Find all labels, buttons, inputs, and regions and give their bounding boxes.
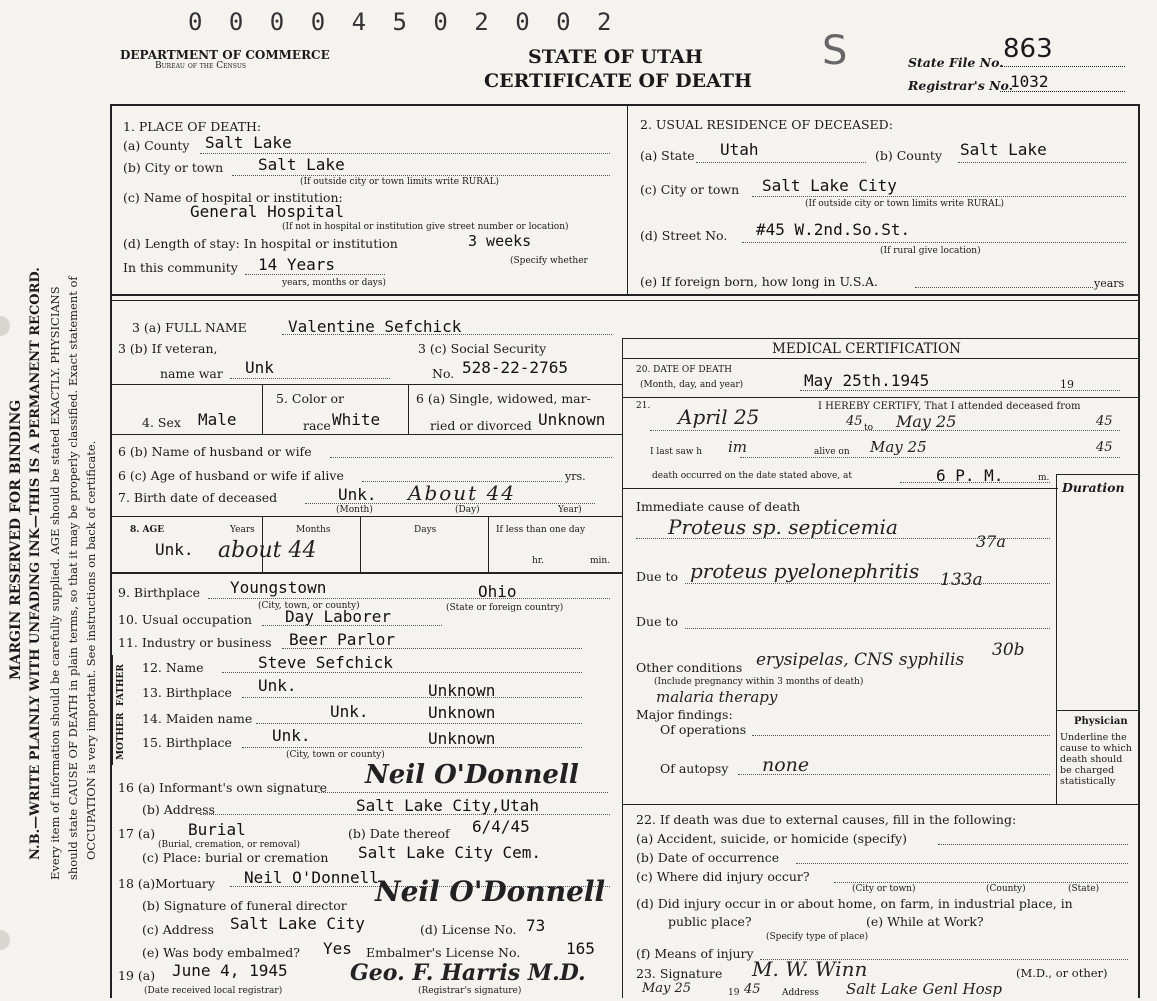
burial-value: Burial bbox=[188, 820, 246, 839]
father-side-label: FATHER bbox=[116, 664, 126, 706]
age-days-label: Days bbox=[414, 525, 437, 535]
burial-label: 17 (a) bbox=[118, 826, 156, 841]
mother-birthplace-value: Unk. bbox=[272, 726, 311, 745]
margin-ink-note: N.B.—WRITE PLAINLY WITH UNFADING INK—THIS IS A PERMANENT RECORD. bbox=[28, 267, 43, 860]
community-label: In this community bbox=[123, 260, 238, 275]
funeral-director-signature: Neil O'Donnell bbox=[375, 875, 606, 908]
ymd-note: years, months or days) bbox=[282, 278, 386, 288]
certify-number: 21. bbox=[636, 401, 651, 411]
social-security-value: 528-22-2765 bbox=[462, 358, 568, 377]
margin-instruction-3: OCCUPATION is very important. See instructions on back of certificate. bbox=[84, 440, 98, 860]
marital-label-2: ried or divorced bbox=[430, 418, 532, 433]
autopsy-label: Of autopsy bbox=[660, 761, 729, 776]
informant-address-label: (b) Address bbox=[142, 802, 215, 817]
maiden-name-second: Unknown bbox=[428, 703, 496, 722]
death-city-label: (b) City or town bbox=[123, 160, 224, 175]
marital-value: Unknown bbox=[538, 410, 606, 429]
signature-year: 45 bbox=[744, 982, 761, 997]
place-of-death-heading: 1. PLACE OF DEATH: bbox=[123, 119, 262, 134]
external-county-note: (County) bbox=[986, 884, 1026, 894]
margin-binding-note: MARGIN RESERVED FOR BINDING bbox=[8, 399, 24, 680]
attended-to: May 25 bbox=[896, 412, 957, 431]
immediate-cause-value: Proteus sp. septicemia bbox=[668, 515, 898, 539]
residence-city-value: Salt Lake City bbox=[762, 176, 897, 195]
hospital-note: (If not in hospital or institution give street number or location) bbox=[282, 222, 569, 232]
age-label: 8. AGE bbox=[130, 525, 165, 535]
external-c-label: (c) Where did injury occur? bbox=[636, 869, 810, 884]
father-name-label: 12. Name bbox=[142, 660, 204, 675]
registrar-number: 1032 bbox=[1010, 72, 1049, 91]
social-security-no-label: No. bbox=[432, 366, 455, 381]
death-county-value: Salt Lake bbox=[205, 133, 292, 152]
date-of-death-value: May 25th.1945 bbox=[804, 371, 930, 390]
margin-instruction-2: should state CAUSE OF DEATH in plain terms, so that it may be properly classified. Exact statement of bbox=[66, 276, 80, 880]
attended-from-year: 45 bbox=[846, 414, 863, 429]
birth-month-note: (Month) bbox=[336, 505, 373, 515]
birthplace-city-note: (City, town, or county) bbox=[258, 601, 360, 611]
embalmed-label: (e) Was body embalmed? bbox=[142, 945, 300, 960]
funeral-director-label: (b) Signature of funeral director bbox=[142, 898, 347, 913]
dod-century-label: 19 bbox=[1060, 378, 1074, 391]
physician-md-label: (M.D., or other) bbox=[1016, 966, 1108, 980]
community-value: 14 Years bbox=[258, 255, 336, 274]
classification-stamp: S bbox=[822, 28, 848, 74]
external-b-label: (b) Date of occurrence bbox=[636, 850, 780, 865]
street-note: (If rural give location) bbox=[880, 246, 981, 256]
informant-signature: Neil O'Donnell bbox=[365, 760, 579, 790]
due-to-2-label: Due to bbox=[636, 614, 678, 629]
race-label: race bbox=[303, 418, 331, 433]
residence-state-label: (a) State bbox=[640, 148, 695, 163]
operations-label: Of operations bbox=[660, 722, 747, 737]
war-label: name war bbox=[160, 366, 223, 381]
residence-county-value: Salt Lake bbox=[960, 140, 1047, 159]
mortuary-label: 18 (a)Mortuary bbox=[118, 876, 215, 891]
external-causes-heading: 22. If death was due to external causes, fill in the following: bbox=[636, 812, 1017, 827]
alive-on-value: May 25 bbox=[870, 438, 927, 456]
filed-date-label: 19 (a) bbox=[118, 968, 156, 983]
spouse-age-label: 6 (c) Age of husband or wife if alive bbox=[118, 468, 344, 483]
birthplace-state: Ohio bbox=[478, 582, 517, 601]
external-f-label: (f) Means of injury bbox=[636, 946, 754, 961]
hospital-label: (c) Name of hospital or institution: bbox=[123, 190, 343, 205]
specify-note: (Specify whether bbox=[510, 256, 588, 266]
burial-date-label: (b) Date thereof bbox=[348, 826, 450, 841]
signature-date: May 25 bbox=[642, 981, 692, 996]
mortuary-address-value: Salt Lake City bbox=[230, 914, 365, 933]
other-conditions-value: erysipelas, CNS syphilis bbox=[756, 650, 965, 670]
attended-to-year: 45 bbox=[1096, 414, 1113, 429]
death-occurred-label: death occurred on the date stated above, at bbox=[652, 471, 853, 481]
burial-place-label: (c) Place: burial or cremation bbox=[142, 850, 329, 865]
burial-date-value: 6/4/45 bbox=[472, 817, 530, 836]
last-saw-label: I last saw h bbox=[650, 447, 703, 457]
binding-hole bbox=[0, 316, 10, 336]
immediate-cause-label: Immediate cause of death bbox=[636, 499, 801, 514]
street-value: #45 W.2nd.So.St. bbox=[756, 220, 911, 239]
mother-birthplace-label: 15. Birthplace bbox=[142, 735, 232, 750]
due-to-1-value: proteus pyelonephritis bbox=[690, 559, 920, 583]
margin-instruction-1: Every item of information should be carefully supplied. AGE should be stated EXACTLY. PHYSICIANS bbox=[48, 286, 62, 880]
physician-box-title: Physician bbox=[1074, 716, 1128, 727]
signature-century: 19 bbox=[728, 988, 740, 998]
death-city-note: (If outside city or town limits write RURAL) bbox=[300, 177, 500, 187]
sex-value: Male bbox=[198, 410, 237, 429]
residence-county-label: (b) County bbox=[875, 148, 943, 163]
filed-date-note: (Date received local registrar) bbox=[144, 986, 283, 996]
father-birthplace-state: Unknown bbox=[428, 681, 496, 700]
birth-date-typed: Unk. bbox=[338, 485, 377, 504]
father-birthplace-label: 13. Birthplace bbox=[142, 685, 232, 700]
alive-on-year: 45 bbox=[1096, 440, 1113, 455]
external-city-note: (City or town) bbox=[852, 884, 916, 894]
mortuary-address-label: (c) Address bbox=[142, 922, 214, 937]
full-name-value: Valentine Sefchick bbox=[288, 317, 462, 336]
marital-label-1: 6 (a) Single, widowed, mar- bbox=[416, 391, 591, 406]
alive-on-label: alive on bbox=[814, 447, 850, 457]
due-to-1-label: Due to bbox=[636, 569, 678, 584]
physician-signature-label: 23. Signature bbox=[636, 966, 723, 981]
hospital-value: General Hospital bbox=[190, 202, 345, 221]
last-saw-value: im bbox=[728, 438, 748, 456]
mother-side-label: MOTHER bbox=[116, 712, 126, 760]
birthplace-label: 9. Birthplace bbox=[118, 585, 200, 600]
registrar-number-label: Registrar's No. bbox=[908, 78, 1014, 93]
occupation-label: 10. Usual occupation bbox=[118, 612, 252, 627]
major-findings-label: Major findings: bbox=[636, 707, 733, 722]
external-d-label: (d) Did injury occur in or about home, on farm, in industrial place, in bbox=[636, 896, 1073, 911]
external-d2-label: public place? bbox=[668, 914, 752, 929]
race-value: White bbox=[332, 410, 381, 429]
birth-day-note: (Day) bbox=[455, 505, 480, 515]
medical-heading: MEDICAL CERTIFICATION bbox=[772, 341, 961, 357]
other-conditions-note: (Include pregnancy within 3 months of death) bbox=[654, 677, 864, 687]
mother-birthplace-state: Unknown bbox=[428, 729, 496, 748]
age-min-label: min. bbox=[590, 556, 611, 566]
birth-year-note: Year) bbox=[558, 505, 582, 515]
veteran-label: 3 (b) If veteran, bbox=[118, 341, 218, 356]
bureau-label: Bureau of the Census bbox=[155, 61, 247, 71]
state-file-number: 863 bbox=[1003, 34, 1053, 64]
date-of-death-label: 20. DATE OF DEATH bbox=[636, 365, 732, 375]
embalmer-license-value: 165 bbox=[566, 939, 595, 958]
mortuary-value: Neil O'Donnell bbox=[244, 868, 379, 887]
other-conditions-label: Other conditions bbox=[636, 660, 743, 675]
physician-address-value: Salt Lake Genl Hosp bbox=[846, 980, 1002, 998]
department-label: DEPARTMENT OF COMMERCE bbox=[120, 48, 330, 62]
birth-date-label: 7. Birth date of deceased bbox=[118, 490, 278, 505]
residence-city-label: (c) City or town bbox=[640, 182, 740, 197]
attended-to-label: to bbox=[864, 423, 874, 433]
external-a-label: (a) Accident, suicide, or homicide (specify) bbox=[636, 831, 907, 846]
burial-note: (Burial, cremation, or removal) bbox=[158, 840, 301, 850]
residence-state-value: Utah bbox=[720, 140, 759, 159]
binding-hole bbox=[0, 930, 10, 950]
father-name-value: Steve Sefchick bbox=[258, 653, 393, 672]
filed-date-value: June 4, 1945 bbox=[172, 961, 288, 980]
due-to-1-code: 133a bbox=[940, 570, 983, 590]
certificate-title: CERTIFICATE OF DEATH bbox=[484, 70, 752, 92]
age-handwritten: about 44 bbox=[218, 538, 317, 563]
residence-city-note: (If outside city or town limits write RURAL) bbox=[805, 199, 1005, 209]
certify-text: I HEREBY CERTIFY, That I attended deceased from bbox=[818, 401, 1081, 412]
stay-value: 3 weeks bbox=[468, 232, 532, 250]
other-conditions-value-2: malaria therapy bbox=[656, 688, 778, 706]
age-months-label: Months bbox=[296, 525, 331, 535]
birthplace-state-note: (State or foreign country) bbox=[446, 603, 564, 613]
physician-address-label: Address bbox=[782, 988, 819, 998]
death-city-value: Salt Lake bbox=[258, 155, 345, 174]
registrar-signature-note: (Registrar's signature) bbox=[418, 986, 522, 996]
license-value: 73 bbox=[526, 916, 546, 935]
age-less-day-label: If less than one day bbox=[496, 525, 586, 535]
age-hr-label: hr. bbox=[532, 556, 544, 566]
color-label: 5. Color or bbox=[276, 391, 344, 406]
foreign-years-label: years bbox=[1094, 277, 1125, 290]
embalmer-license-label: Embalmer's License No. bbox=[366, 945, 521, 960]
residence-heading: 2. USUAL RESIDENCE OF DECEASED: bbox=[640, 117, 893, 132]
license-label: (d) License No. bbox=[420, 922, 517, 937]
informant-signature-label: 16 (a) Informant's own signature bbox=[118, 780, 327, 795]
informant-address-value: Salt Lake City,Utah bbox=[356, 796, 540, 815]
war-value: Unk bbox=[245, 358, 274, 377]
birthplace-city: Youngstown bbox=[230, 578, 327, 597]
occupation-value: Day Laborer bbox=[285, 607, 391, 626]
death-time-value: 6 P. M. bbox=[936, 466, 1004, 485]
external-place-note: (Specify type of place) bbox=[766, 932, 869, 942]
registrar-signature: Geo. F. Harris M.D. bbox=[350, 960, 586, 986]
embalmed-value: Yes bbox=[323, 939, 352, 958]
external-e-label: (e) While at Work? bbox=[866, 914, 984, 929]
serial-number: 0 0 0 0 4 5 0 2 0 0 2 bbox=[188, 8, 618, 36]
autopsy-value: none bbox=[762, 754, 810, 776]
foreign-born-label: (e) If foreign born, how long in U.S.A. bbox=[640, 274, 878, 289]
birth-date-handwritten: About 44 bbox=[408, 481, 517, 505]
external-state-note: (State) bbox=[1068, 884, 1100, 894]
spouse-yrs-label: yrs. bbox=[565, 470, 586, 483]
burial-place-value: Salt Lake City Cem. bbox=[358, 843, 542, 862]
date-of-death-note: (Month, day, and year) bbox=[640, 380, 744, 390]
street-label: (d) Street No. bbox=[640, 228, 728, 243]
physician-box-instruction: Underline the cause to which death should be charged statistically bbox=[1060, 732, 1132, 787]
other-conditions-code: 30b bbox=[992, 640, 1025, 660]
death-county-label: (a) County bbox=[123, 138, 190, 153]
stay-label: (d) Length of stay: In hospital or institution bbox=[123, 236, 398, 251]
full-name-label: 3 (a) FULL NAME bbox=[132, 320, 247, 335]
duration-label: Duration bbox=[1062, 480, 1125, 495]
state-file-label: State File No. bbox=[908, 55, 1004, 70]
maiden-name-label: 14. Maiden name bbox=[142, 711, 253, 726]
physician-signature: M. W. Winn bbox=[752, 957, 868, 981]
sex-label: 4. Sex bbox=[142, 415, 181, 430]
father-birthplace-value: Unk. bbox=[258, 676, 297, 695]
mother-birthplace-note: (City, town or county) bbox=[286, 750, 385, 760]
industry-label: 11. Industry or business bbox=[118, 635, 272, 650]
maiden-name-value: Unk. bbox=[330, 702, 369, 721]
immediate-cause-code: 37a bbox=[976, 532, 1006, 551]
age-years-label: Years bbox=[230, 525, 255, 535]
industry-value: Beer Parlor bbox=[289, 630, 395, 649]
age-typed: Unk. bbox=[155, 540, 194, 559]
social-security-label: 3 (c) Social Security bbox=[418, 341, 547, 356]
attended-from: April 25 bbox=[678, 405, 760, 429]
spouse-name-label: 6 (b) Name of husband or wife bbox=[118, 444, 312, 459]
state-title: STATE OF UTAH bbox=[528, 46, 703, 68]
death-time-suffix: m. bbox=[1038, 473, 1050, 483]
